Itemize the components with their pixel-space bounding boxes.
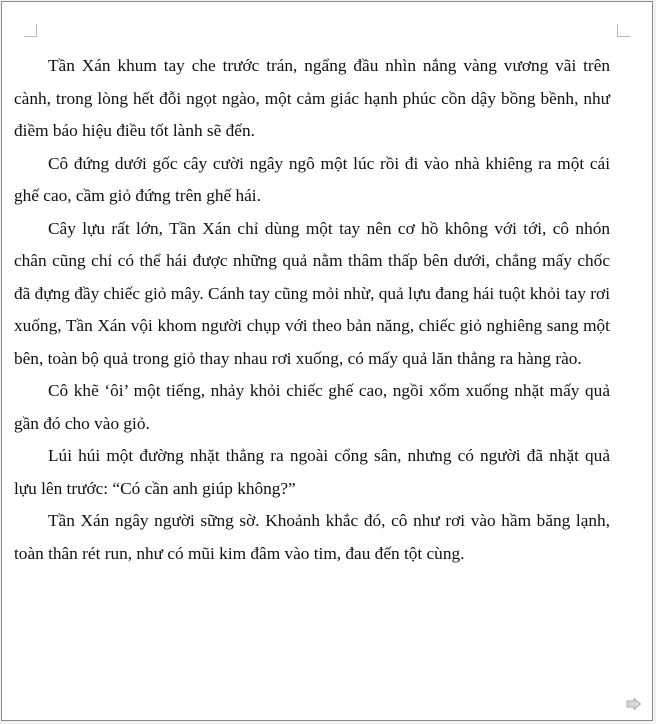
arrow-pointer-icon[interactable] (626, 698, 642, 710)
margin-corner-top-right (617, 24, 630, 37)
paragraph: Cô đứng dưới gốc cây cười ngây ngô một lúc rồi đi vào nhà khiêng ra một cái ghế cao, cầm giỏ đứng trên ghế hái. (14, 153, 610, 205)
paragraph: Tần Xán ngây người sững sờ. Khoảnh khắc đó, cô như rơi vào hầm băng lạnh, toàn thân rét run, như có mũi kim đâm vào tim, đau đến tột cùng. (14, 511, 610, 563)
paragraph: Cây lựu rất lớn, Tần Xán chỉ dùng một tay nên cơ hồ không với tới, cô nhón chân cũng chỉ có thể hái được những quả nằm thâm thấp bên dưới, chẳng mấy chốc đã đựng đầy chiếc giỏ mây. Cánh tay cũng mỏi nhừ, quả lựu đang hái tuột khỏi tay rơi xuống, Tần Xán vội khom người chụp với theo bản năng, chiếc giỏ nghiêng sang một bên, toàn bộ quả trong giỏ thay nhau rơi xuống, có mấy quả lăn thẳng ra hàng rào. (14, 218, 610, 368)
document-page (1, 1, 653, 721)
paragraph: Lúi húi một đường nhặt thẳng ra ngoài cổng sân, nhưng có người đã nhặt quả lựu lên trước: “Có cần anh giúp không?” (14, 446, 610, 498)
paragraph: Cô khẽ ‘ôi’ một tiếng, nhảy khỏi chiếc ghế cao, ngồi xổm xuống nhặt mấy quả gần đó cho vào giỏ. (14, 381, 610, 433)
margin-corner-top-left (24, 24, 37, 37)
paragraph: Tần Xán khum tay che trước trán, ngẩng đầu nhìn nắng vàng vương vãi trên cành, trong lòng hết đỗi ngọt ngào, một cảm giác hạnh phúc cồn dậy bồng bềnh, như điềm báo hiệu điều tốt lành sẽ đến. (14, 56, 610, 140)
document-body (14, 50, 610, 570)
